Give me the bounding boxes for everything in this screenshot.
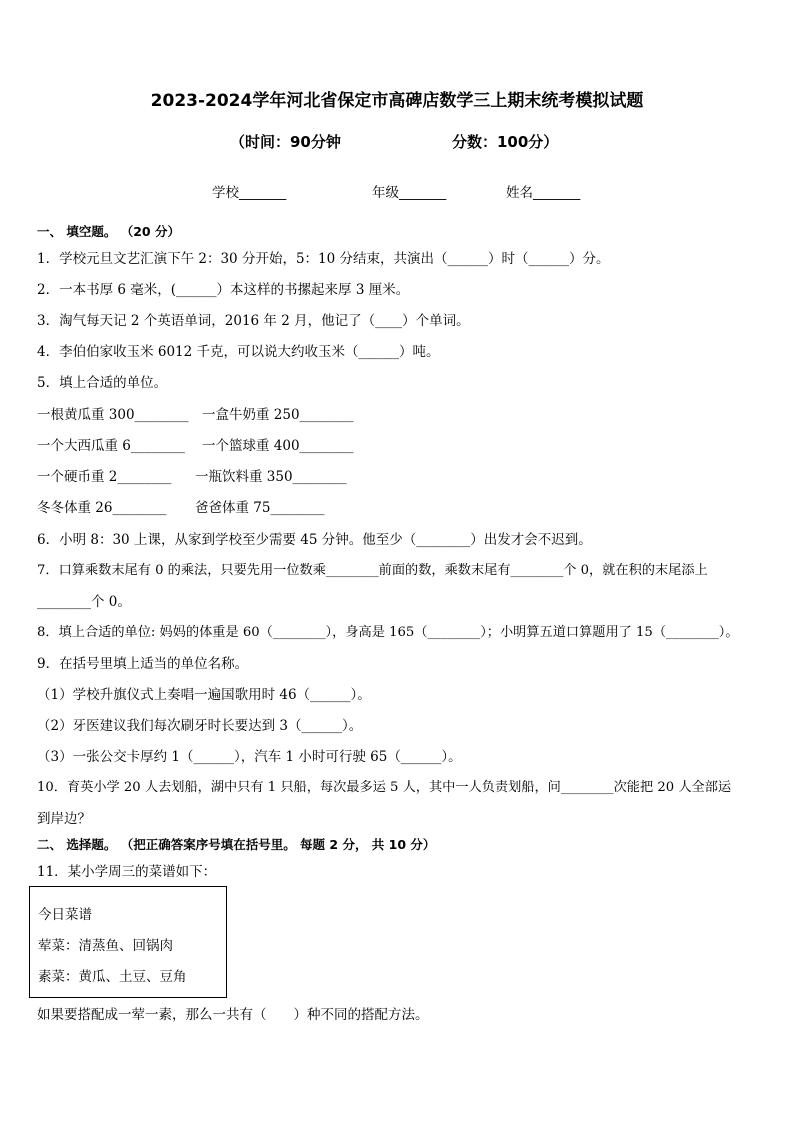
- q5-item: 冬冬体重 26________: [37, 500, 167, 516]
- q5-item: 爸爸体重 75________: [195, 500, 325, 516]
- menu-meat: 荤菜：清蒸鱼、回锅肉: [38, 938, 173, 954]
- school-field: 学校_______: [212, 185, 287, 201]
- q5-item: 一瓶饮料重 350________: [195, 469, 347, 485]
- q5-item: 一根黄瓜重 300________: [37, 407, 189, 423]
- grade-field: 年级_______: [372, 185, 447, 201]
- name-field: 姓名_______: [506, 185, 581, 201]
- question-3: 3．淘气每天记 2 个英语单词，2016 年 2 月，他记了（____）个单词。: [37, 313, 470, 329]
- question-9-3: （3）一张公交卡厚约 1（______），汽车 1 小时可行驶 65（______）。: [37, 749, 462, 765]
- q5-item: 一盒牛奶重 250________: [202, 407, 354, 423]
- question-6: 6．小明 8：30 上课，从家到学校至少需要 45 分钟。他至少（________）出发才会不迟到。: [37, 532, 592, 548]
- question-1: 1．学校元旦文艺汇演下午 2：30 分开始，5：10 分结束，共演出（______）时（______）分。: [37, 251, 610, 267]
- question-11: 11．某小学周三的菜谱如下：: [37, 864, 217, 880]
- section2-heading: 二、 选择题。 （把正确答案序号填在括号里。 每题 2 分， 共 10 分）: [37, 837, 436, 852]
- time-limit: （时间：90分钟: [230, 133, 341, 151]
- question-10-cont: 到岸边？: [37, 811, 91, 827]
- q5-item: 一个篮球重 400________: [202, 438, 354, 454]
- question-4: 4．李伯伯家收玉米 6012 千克，可以说大约收玉米（______）吨。: [37, 344, 440, 360]
- question-2: 2．一本书厚 6 毫米，(______）本这样的书摞起来厚 3 厘米。: [37, 282, 410, 298]
- question-7: 7．口算乘数末尾有 0 的乘法，只要先用一位数乘________前面的数，乘数末尾有________个 0，就在积的末尾添上: [37, 563, 708, 578]
- total-score: 分数：100分）: [452, 133, 559, 151]
- section1-heading: 一、 填空题。 （20 分）: [37, 224, 180, 239]
- question-7-cont: ________个 0。: [37, 594, 131, 610]
- question-5: 5．填上合适的单位。: [37, 375, 168, 391]
- q5-item: 一个硬币重 2________: [37, 469, 172, 485]
- menu-vegetable: 素菜：黄瓜、土豆、豆角: [38, 969, 187, 985]
- question-9-2: （2）牙医建议我们每次刷牙时长要达到 3（______）。: [37, 718, 363, 734]
- question-9-1: （1）学校升旗仪式上奏唱一遍国歌用时 46（______）。: [37, 687, 371, 703]
- menu-box: [29, 886, 227, 998]
- question-8: 8．填上合适的单位: 妈妈的体重是 60（________），身高是 165（________）；小明算五道口算题用了 15（________）。: [37, 625, 739, 640]
- question-9: 9．在括号里填上适当的单位名称。: [37, 656, 249, 672]
- q5-item: 一个大西瓜重 6________: [37, 438, 185, 454]
- exam-title: 2023-2024学年河北省保定市高碑店数学三上期末统考模拟试题: [150, 91, 644, 111]
- question-11-stem: 如果要搭配成一荤一素，那么一共有（ ）种不同的搭配方法。: [37, 1007, 429, 1023]
- menu-title: 今日菜谱: [38, 907, 92, 923]
- question-10: 10．育英小学 20 人去划船，湖中只有 1 只船，每次最多运 5 人，其中一人负责划船，问________次能把 20 人全部运: [37, 780, 732, 795]
